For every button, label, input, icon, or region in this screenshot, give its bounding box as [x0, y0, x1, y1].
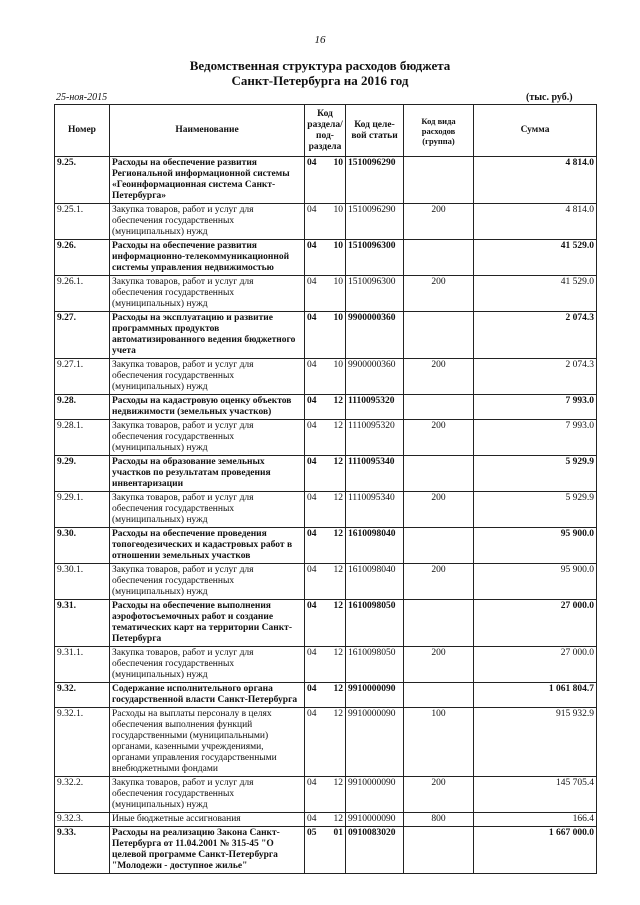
table-row — [55, 240, 597, 276]
row-expense-type: 100 — [404, 708, 474, 777]
row-expense-type: 200 — [404, 204, 474, 240]
row-name: Расходы на образование земельных участков по результатам проведения инвентаризации — [110, 456, 305, 492]
row-section: 04 — [305, 420, 327, 456]
row-name: Закупка товаров, работ и услуг для обеспечения государственных (муниципальных) нужд — [110, 420, 305, 456]
row-name: Закупка товаров, работ и услуг для обеспечения государственных (муниципальных) нужд — [110, 359, 305, 395]
row-number: 9.28.1. — [55, 420, 110, 456]
row-amount: 2 074.3 — [474, 359, 597, 395]
row-subsection: 10 — [327, 359, 346, 395]
table-row — [55, 564, 597, 600]
table-row — [55, 456, 597, 492]
row-name: Содержание исполнительного органа государственной власти Санкт-Петербурга — [110, 683, 305, 708]
table-header-row — [55, 105, 597, 157]
row-article: 9910000090 — [346, 708, 404, 777]
row-subsection: 12 — [327, 813, 346, 827]
row-name: Закупка товаров, работ и услуг для обеспечения государственных (муниципальных) нужд — [110, 647, 305, 683]
row-article: 9910000090 — [346, 777, 404, 813]
row-name: Расходы на эксплуатацию и развитие программных продуктов автоматизированного ведения бюджетного учета — [110, 312, 305, 359]
row-number: 9.32. — [55, 683, 110, 708]
row-expense-type — [404, 157, 474, 204]
row-expense-type: 200 — [404, 359, 474, 395]
row-article: 9910000090 — [346, 813, 404, 827]
header-section-code: Код раздела/ под-раздела — [305, 105, 346, 157]
row-article: 0910083020 — [346, 827, 404, 874]
row-amount: 27 000.0 — [474, 600, 597, 647]
row-number: 9.26.1. — [55, 276, 110, 312]
table-row — [55, 276, 597, 312]
row-subsection: 12 — [327, 492, 346, 528]
row-name: Закупка товаров, работ и услуг для обеспечения государственных (муниципальных) нужд — [110, 276, 305, 312]
row-section: 04 — [305, 777, 327, 813]
row-subsection: 10 — [327, 240, 346, 276]
row-subsection: 12 — [327, 683, 346, 708]
row-section: 04 — [305, 813, 327, 827]
row-section: 04 — [305, 528, 327, 564]
row-section: 04 — [305, 157, 327, 204]
row-number: 9.31. — [55, 600, 110, 647]
row-subsection: 12 — [327, 777, 346, 813]
table-row — [55, 204, 597, 240]
row-article: 1110095320 — [346, 395, 404, 420]
row-amount: 4 814.0 — [474, 204, 597, 240]
row-expense-type: 800 — [404, 813, 474, 827]
table-body — [55, 157, 597, 874]
row-amount: 7 993.0 — [474, 395, 597, 420]
row-section: 05 — [305, 827, 327, 874]
table-row — [55, 359, 597, 395]
row-amount: 27 000.0 — [474, 647, 597, 683]
row-amount: 5 929.9 — [474, 456, 597, 492]
row-article: 1610098040 — [346, 564, 404, 600]
budget-table — [54, 104, 597, 874]
row-article: 1610098040 — [346, 528, 404, 564]
row-section: 04 — [305, 564, 327, 600]
row-number: 9.27.1. — [55, 359, 110, 395]
row-expense-type — [404, 456, 474, 492]
row-number: 9.30.1. — [55, 564, 110, 600]
table-row — [55, 600, 597, 647]
row-article: 1110095320 — [346, 420, 404, 456]
row-name: Расходы на обеспечение развития информационно-телекоммуникационной системы управления недвижимостью — [110, 240, 305, 276]
row-expense-type — [404, 240, 474, 276]
row-name: Закупка товаров, работ и услуг для обеспечения государственных (муниципальных) нужд — [110, 204, 305, 240]
row-subsection: 12 — [327, 456, 346, 492]
row-section: 04 — [305, 240, 327, 276]
row-article: 1510096290 — [346, 204, 404, 240]
table-row — [55, 312, 597, 359]
row-number: 9.25. — [55, 157, 110, 204]
row-subsection: 12 — [327, 600, 346, 647]
table-row — [55, 492, 597, 528]
table-row — [55, 708, 597, 777]
row-article: 1510096300 — [346, 240, 404, 276]
row-name: Расходы на выплаты персоналу в целях обеспечения выполнения функций государственными (муниципальными) органами, казенными учреждениями, органами управления государственными внебюджетными фондами — [110, 708, 305, 777]
row-number: 9.30. — [55, 528, 110, 564]
row-section: 04 — [305, 492, 327, 528]
row-name: Расходы на обеспечение проведения топогеодезических и кадастровых работ в отношении земельных участков — [110, 528, 305, 564]
row-article: 1510096300 — [346, 276, 404, 312]
row-article: 9900000360 — [346, 359, 404, 395]
row-name: Расходы на реализацию Закона Санкт-Петербурга от 11.04.2001 № 315-45 "О целевой программе Санкт-Петербурга "Молодежи - доступное жилье" — [110, 827, 305, 874]
row-amount: 145 705.4 — [474, 777, 597, 813]
units-label: (тыс. руб.) — [526, 92, 573, 103]
row-name: Расходы на обеспечение развития Региональной информационной системы «Геоинформационная система Санкт-Петербурга» — [110, 157, 305, 204]
row-subsection: 10 — [327, 204, 346, 240]
table-row — [55, 157, 597, 204]
row-amount: 166.4 — [474, 813, 597, 827]
row-expense-type — [404, 528, 474, 564]
table-row — [55, 777, 597, 813]
header-name: Наименование — [110, 105, 305, 157]
row-section: 04 — [305, 647, 327, 683]
row-number: 9.28. — [55, 395, 110, 420]
row-name: Закупка товаров, работ и услуг для обеспечения государственных (муниципальных) нужд — [110, 777, 305, 813]
document-title — [0, 58, 640, 88]
row-name: Расходы на кадастровую оценку объектов недвижимости (земельных участков) — [110, 395, 305, 420]
table-row — [55, 813, 597, 827]
row-number: 9.27. — [55, 312, 110, 359]
row-expense-type — [404, 395, 474, 420]
row-amount: 95 900.0 — [474, 528, 597, 564]
row-subsection: 12 — [327, 528, 346, 564]
row-article: 1510096290 — [346, 157, 404, 204]
row-section: 04 — [305, 359, 327, 395]
row-amount: 4 814.0 — [474, 157, 597, 204]
row-subsection: 12 — [327, 564, 346, 600]
page-number: 16 — [314, 34, 326, 46]
row-expense-type: 200 — [404, 564, 474, 600]
table-row — [55, 683, 597, 708]
row-name: Расходы на обеспечение выполнения аэрофотосъемочных работ и создание тематических карт на территории Санкт-Петербурга — [110, 600, 305, 647]
row-expense-type: 200 — [404, 647, 474, 683]
row-article: 1610098050 — [346, 647, 404, 683]
header-amount: Сумма — [474, 105, 597, 157]
row-expense-type: 200 — [404, 492, 474, 528]
row-amount: 1 667 000.0 — [474, 827, 597, 874]
row-number: 9.32.2. — [55, 777, 110, 813]
row-number: 9.29.1. — [55, 492, 110, 528]
row-name: Закупка товаров, работ и услуг для обеспечения государственных (муниципальных) нужд — [110, 492, 305, 528]
title-line-2: Санкт-Петербурга на 2016 год — [231, 73, 409, 88]
date-stamp: 25-ноя-2015 — [56, 92, 108, 103]
row-expense-type — [404, 683, 474, 708]
table-row — [55, 395, 597, 420]
table-row — [55, 420, 597, 456]
row-article: 1610098050 — [346, 600, 404, 647]
row-amount: 41 529.0 — [474, 276, 597, 312]
row-amount: 95 900.0 — [474, 564, 597, 600]
row-article: 1110095340 — [346, 456, 404, 492]
row-section: 04 — [305, 276, 327, 312]
table-row — [55, 647, 597, 683]
row-expense-type: 200 — [404, 420, 474, 456]
row-expense-type: 200 — [404, 276, 474, 312]
row-number: 9.32.1. — [55, 708, 110, 777]
row-section: 04 — [305, 312, 327, 359]
table-row — [55, 528, 597, 564]
row-number: 9.33. — [55, 827, 110, 874]
title-line-1: Ведомственная структура расходов бюджета — [189, 58, 451, 73]
row-section: 04 — [305, 683, 327, 708]
row-amount: 915 932.9 — [474, 708, 597, 777]
row-name: Иные бюджетные ассигнования — [110, 813, 305, 827]
table-row — [55, 827, 597, 874]
row-expense-type — [404, 600, 474, 647]
header-expense-type: Код вида расходов (группа) — [404, 105, 474, 157]
row-subsection: 12 — [327, 420, 346, 456]
row-section: 04 — [305, 204, 327, 240]
row-subsection: 01 — [327, 827, 346, 874]
row-number: 9.29. — [55, 456, 110, 492]
header-number: Номер — [55, 105, 110, 157]
row-number: 9.25.1. — [55, 204, 110, 240]
row-expense-type: 200 — [404, 777, 474, 813]
row-number: 9.31.1. — [55, 647, 110, 683]
row-name: Закупка товаров, работ и услуг для обеспечения государственных (муниципальных) нужд — [110, 564, 305, 600]
row-expense-type — [404, 827, 474, 874]
row-section: 04 — [305, 600, 327, 647]
row-subsection: 10 — [327, 157, 346, 204]
row-amount: 5 929.9 — [474, 492, 597, 528]
row-subsection: 10 — [327, 312, 346, 359]
row-amount: 41 529.0 — [474, 240, 597, 276]
row-subsection: 12 — [327, 395, 346, 420]
row-number: 9.26. — [55, 240, 110, 276]
row-section: 04 — [305, 456, 327, 492]
row-expense-type — [404, 312, 474, 359]
row-subsection: 10 — [327, 276, 346, 312]
row-section: 04 — [305, 395, 327, 420]
row-amount: 2 074.3 — [474, 312, 597, 359]
row-number: 9.32.3. — [55, 813, 110, 827]
row-amount: 7 993.0 — [474, 420, 597, 456]
row-subsection: 12 — [327, 708, 346, 777]
header-article-code: Код целе-вой статьи — [346, 105, 404, 157]
row-subsection: 12 — [327, 647, 346, 683]
row-article: 9900000360 — [346, 312, 404, 359]
row-article: 1110095340 — [346, 492, 404, 528]
row-amount: 1 061 804.7 — [474, 683, 597, 708]
row-article: 9910000090 — [346, 683, 404, 708]
row-section: 04 — [305, 708, 327, 777]
